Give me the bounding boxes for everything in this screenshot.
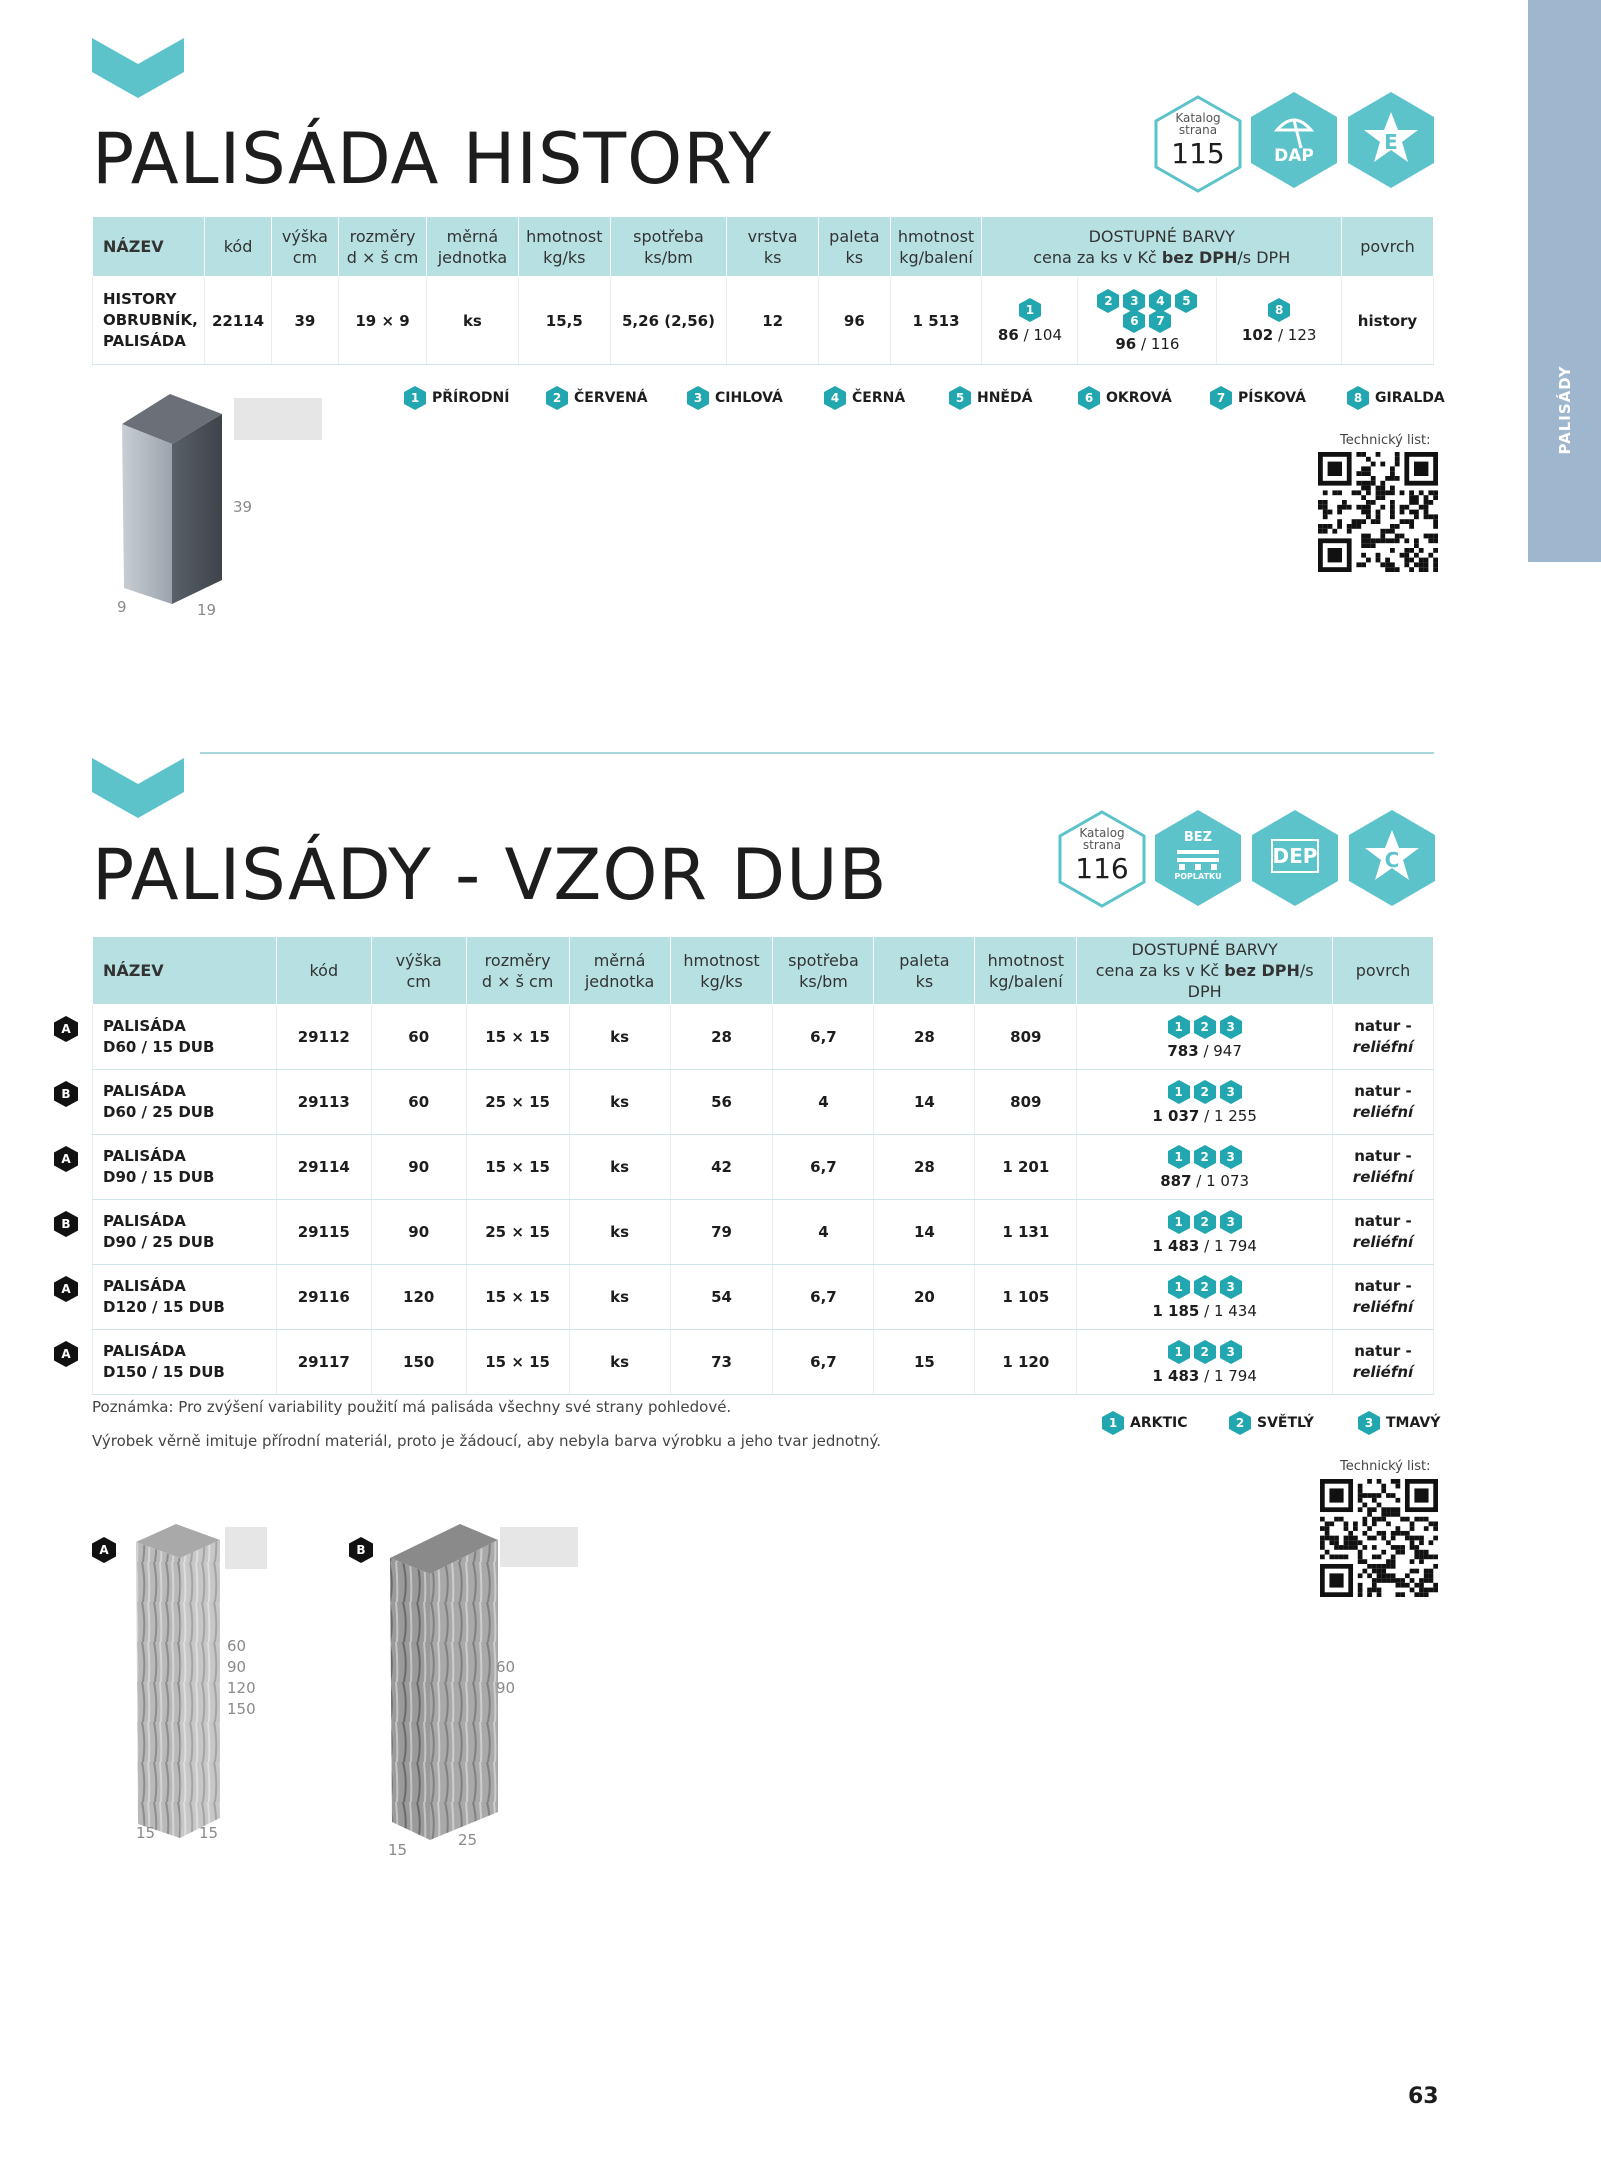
- tech-sheet-label: Technický list:: [1340, 1459, 1431, 1474]
- color-2-icon: 2: [1194, 1340, 1216, 1364]
- dub-table: [92, 936, 1434, 1395]
- row-mark: B: [54, 1081, 78, 1107]
- legend-item: 2 ČERVENÁ: [544, 386, 648, 410]
- color-2-icon: 2: [1229, 1411, 1251, 1435]
- color-1-icon: 1: [1019, 298, 1041, 322]
- color-2-icon: 2: [1194, 1210, 1216, 1234]
- col-height: výška cm: [271, 217, 338, 277]
- color-1-icon: 1: [1102, 1411, 1124, 1435]
- col-code: kód: [276, 937, 371, 1005]
- legend-item: 3 TMAVÝ: [1356, 1411, 1440, 1435]
- col-layer: vrstva ks: [727, 217, 819, 277]
- table-row: PALISÁDA D60 / 25 DUB 29113 60 25 × 15 ks 56 4 14 809 1 2 3 1 037 / 1 255 natur - reliéfní: [93, 1070, 1434, 1135]
- dap-label: DAP: [1274, 146, 1314, 166]
- col-weight: hmotnost kg/ks: [518, 217, 610, 277]
- col-colors: DOSTUPNÉ BARVY cena za ks v Kč bez DPH/s DPH: [1077, 937, 1333, 1005]
- col-pallet-weight: hmotnost kg/balení: [975, 937, 1077, 1005]
- catalog-badge: Katalog strana 116: [1058, 810, 1146, 908]
- color-6-icon: 6: [1123, 309, 1145, 333]
- dim-a: 9: [117, 598, 127, 616]
- color-7-icon: 7: [1210, 386, 1232, 410]
- star-e-badge: E: [1346, 90, 1436, 190]
- col-size: rozměry d × š cm: [339, 217, 427, 277]
- color-7-icon: 7: [1149, 309, 1171, 333]
- price-group-3: 8 102 / 123: [1217, 277, 1342, 365]
- catalog-badge: Katalog strana 115: [1154, 95, 1242, 193]
- color-1-icon: 1: [1168, 1080, 1190, 1104]
- color-2-icon: 2: [1194, 1080, 1216, 1104]
- legend-item: 7 PÍSKOVÁ: [1208, 386, 1306, 410]
- color-swatch: [500, 1527, 578, 1567]
- col-pallet-weight: hmotnost kg/balení: [890, 217, 982, 277]
- product-b-heights: [496, 1657, 515, 1699]
- col-pallet: paleta ks: [819, 217, 890, 277]
- col-pallet: paleta ks: [874, 937, 975, 1005]
- page-number: 63: [1408, 2084, 1439, 2109]
- color-4-icon: 4: [1149, 289, 1171, 313]
- qr-code-icon[interactable]: [1320, 1479, 1438, 1597]
- color-1-icon: 1: [1168, 1275, 1190, 1299]
- dim-height: 90: [496, 1679, 516, 1697]
- legend-item: 8 GIRALDA: [1345, 386, 1445, 410]
- dim-height: 120: [227, 1679, 256, 1697]
- color-1-icon: 1: [404, 386, 426, 410]
- legend-item: 1 PŘÍRODNÍ: [402, 386, 509, 410]
- color-8-icon: 8: [1347, 386, 1369, 410]
- legend-item: 1 ARKTIC: [1100, 1411, 1188, 1435]
- table-row: PALISÁDA D60 / 15 DUB 29112 60 15 × 15 ks 28 6,7 28 809 1 2 3 783 / 947 natur - reliéfní: [93, 1005, 1434, 1070]
- legend-item: 6 OKROVÁ: [1076, 386, 1172, 410]
- star-c-badge: C: [1347, 808, 1437, 908]
- dim-height: 150: [227, 1700, 256, 1718]
- col-weight: hmotnost kg/ks: [670, 937, 773, 1005]
- color-2-icon: 2: [1097, 289, 1119, 313]
- color-2-icon: 2: [546, 386, 568, 410]
- table-row: PALISÁDA D120 / 15 DUB 29116 120 15 × 15 ks 54 6,7 20 1 105 1 2 3 1 185 / 1 434 natur - reliéfní: [93, 1265, 1434, 1330]
- color-5-icon: 5: [1175, 289, 1197, 313]
- color-2-icon: 2: [1194, 1145, 1216, 1169]
- price-group-1: 1 86 / 104: [982, 277, 1078, 365]
- color-swatch: [234, 398, 322, 440]
- price-group-2: 2 3 4 5 6 7 96 / 116: [1078, 277, 1217, 365]
- color-8-icon: 8: [1268, 298, 1290, 322]
- side-tab-label: PALISÁDY: [1555, 365, 1574, 455]
- col-name: NÁZEV: [93, 937, 277, 1005]
- row-mark: A: [54, 1016, 78, 1042]
- color-5-icon: 5: [949, 386, 971, 410]
- col-surface: povrch: [1341, 217, 1433, 277]
- dim-b: 25: [458, 1831, 478, 1849]
- color-4-icon: 4: [824, 386, 846, 410]
- product-mark-b: B: [349, 1537, 373, 1563]
- dim-height: 60: [496, 1658, 516, 1676]
- product-mark-a: A: [92, 1537, 116, 1563]
- dim-a: 15: [388, 1841, 408, 1859]
- history-table: [92, 216, 1434, 365]
- table-row: HISTORY OBRUBNÍK, PALISÁDA 22114 39 19 × 9 ks 15,5 5,26 (2,56) 12 96 1 513 1 86 / 104 2 3 4 5 6 7 96 / 116 8 102 / 123 history: [93, 277, 1434, 365]
- dim-b: 19: [197, 601, 217, 619]
- section-title-dub: PALISÁDY - VZOR DUB: [92, 834, 888, 916]
- col-usage: spotřeba ks/bm: [773, 937, 874, 1005]
- section-divider: [200, 752, 1434, 754]
- dep-badge: DEP: [1250, 808, 1340, 908]
- color-3-icon: 3: [1358, 1411, 1380, 1435]
- note-2: Výrobek věrně imituje přírodní materiál, proto je žádoucí, aby nebyla barva výrobku a jeho tvar jednotný.: [92, 1432, 882, 1450]
- col-code: kód: [205, 217, 271, 277]
- legend-item: 2 SVĚTLÝ: [1227, 1411, 1314, 1435]
- table-row: PALISÁDA D90 / 15 DUB 29114 90 15 × 15 ks 42 6,7 28 1 201 1 2 3 887 / 1 073 natur - reliéfní: [93, 1135, 1434, 1200]
- color-2-icon: 2: [1194, 1015, 1216, 1039]
- color-3-icon: 3: [1220, 1145, 1242, 1169]
- row-mark: B: [54, 1211, 78, 1237]
- color-1-icon: 1: [1168, 1340, 1190, 1364]
- tech-sheet-label: Technický list:: [1340, 433, 1431, 448]
- color-6-icon: 6: [1078, 386, 1100, 410]
- col-unit: měrná jednotka: [569, 937, 670, 1005]
- col-colors: DOSTUPNÉ BARVY cena za ks v Kč bez DPH/s DPH: [982, 217, 1341, 277]
- col-height: výška cm: [371, 937, 466, 1005]
- color-3-icon: 3: [1220, 1340, 1242, 1364]
- dim-height: 90: [227, 1658, 247, 1676]
- no-fee-badge: BEZ POPLATKU: [1153, 808, 1243, 908]
- color-3-icon: 3: [687, 386, 709, 410]
- product-b-image: [386, 1522, 500, 1842]
- color-3-icon: 3: [1220, 1080, 1242, 1104]
- legend-item: 5 HNĚDÁ: [947, 386, 1032, 410]
- table-row: PALISÁDA D90 / 25 DUB 29115 90 25 × 15 ks 79 4 14 1 131 1 2 3 1 483 / 1 794 natur - reliéfní: [93, 1200, 1434, 1265]
- col-size: rozměry d × š cm: [466, 937, 569, 1005]
- row-mark: A: [54, 1341, 78, 1367]
- col-usage: spotřeba ks/bm: [610, 217, 726, 277]
- row-mark: A: [54, 1146, 78, 1172]
- dim-a: 15: [136, 1824, 156, 1842]
- product-a-image: [128, 1522, 224, 1840]
- dim-b: 15: [199, 1824, 219, 1842]
- note-1: Poznámka: Pro zvýšení variability použití má palisáda všechny své strany pohledové.: [92, 1398, 732, 1416]
- color-3-icon: 3: [1220, 1210, 1242, 1234]
- color-1-icon: 1: [1168, 1145, 1190, 1169]
- color-swatch: [225, 1527, 267, 1569]
- legend-item: 4 ČERNÁ: [822, 386, 905, 410]
- col-unit: měrná jednotka: [426, 217, 518, 277]
- chevron-icon: [92, 758, 184, 818]
- color-3-icon: 3: [1123, 289, 1145, 313]
- color-3-icon: 3: [1220, 1275, 1242, 1299]
- section-title-history: PALISÁDA HISTORY: [92, 118, 773, 200]
- chevron-icon: [92, 38, 184, 98]
- table-row: PALISÁDA D150 / 15 DUB 29117 150 15 × 15 ks 73 6,7 15 1 120 1 2 3 1 483 / 1 794 natur - reliéfní: [93, 1330, 1434, 1395]
- dim-height: 39: [233, 498, 253, 516]
- history-product-image: [110, 392, 230, 610]
- color-3-icon: 3: [1220, 1015, 1242, 1039]
- color-2-icon: 2: [1194, 1275, 1216, 1299]
- dap-badge: [1249, 90, 1339, 190]
- color-1-icon: 1: [1168, 1210, 1190, 1234]
- row-mark: A: [54, 1276, 78, 1302]
- color-1-icon: 1: [1168, 1015, 1190, 1039]
- col-surface: povrch: [1332, 937, 1433, 1005]
- legend-item: 3 CIHLOVÁ: [685, 386, 783, 410]
- dim-height: 60: [227, 1637, 247, 1655]
- qr-code-icon[interactable]: [1318, 452, 1438, 572]
- side-tab: [1528, 0, 1601, 562]
- col-name: NÁZEV: [93, 217, 205, 277]
- product-a-heights: [227, 1636, 256, 1720]
